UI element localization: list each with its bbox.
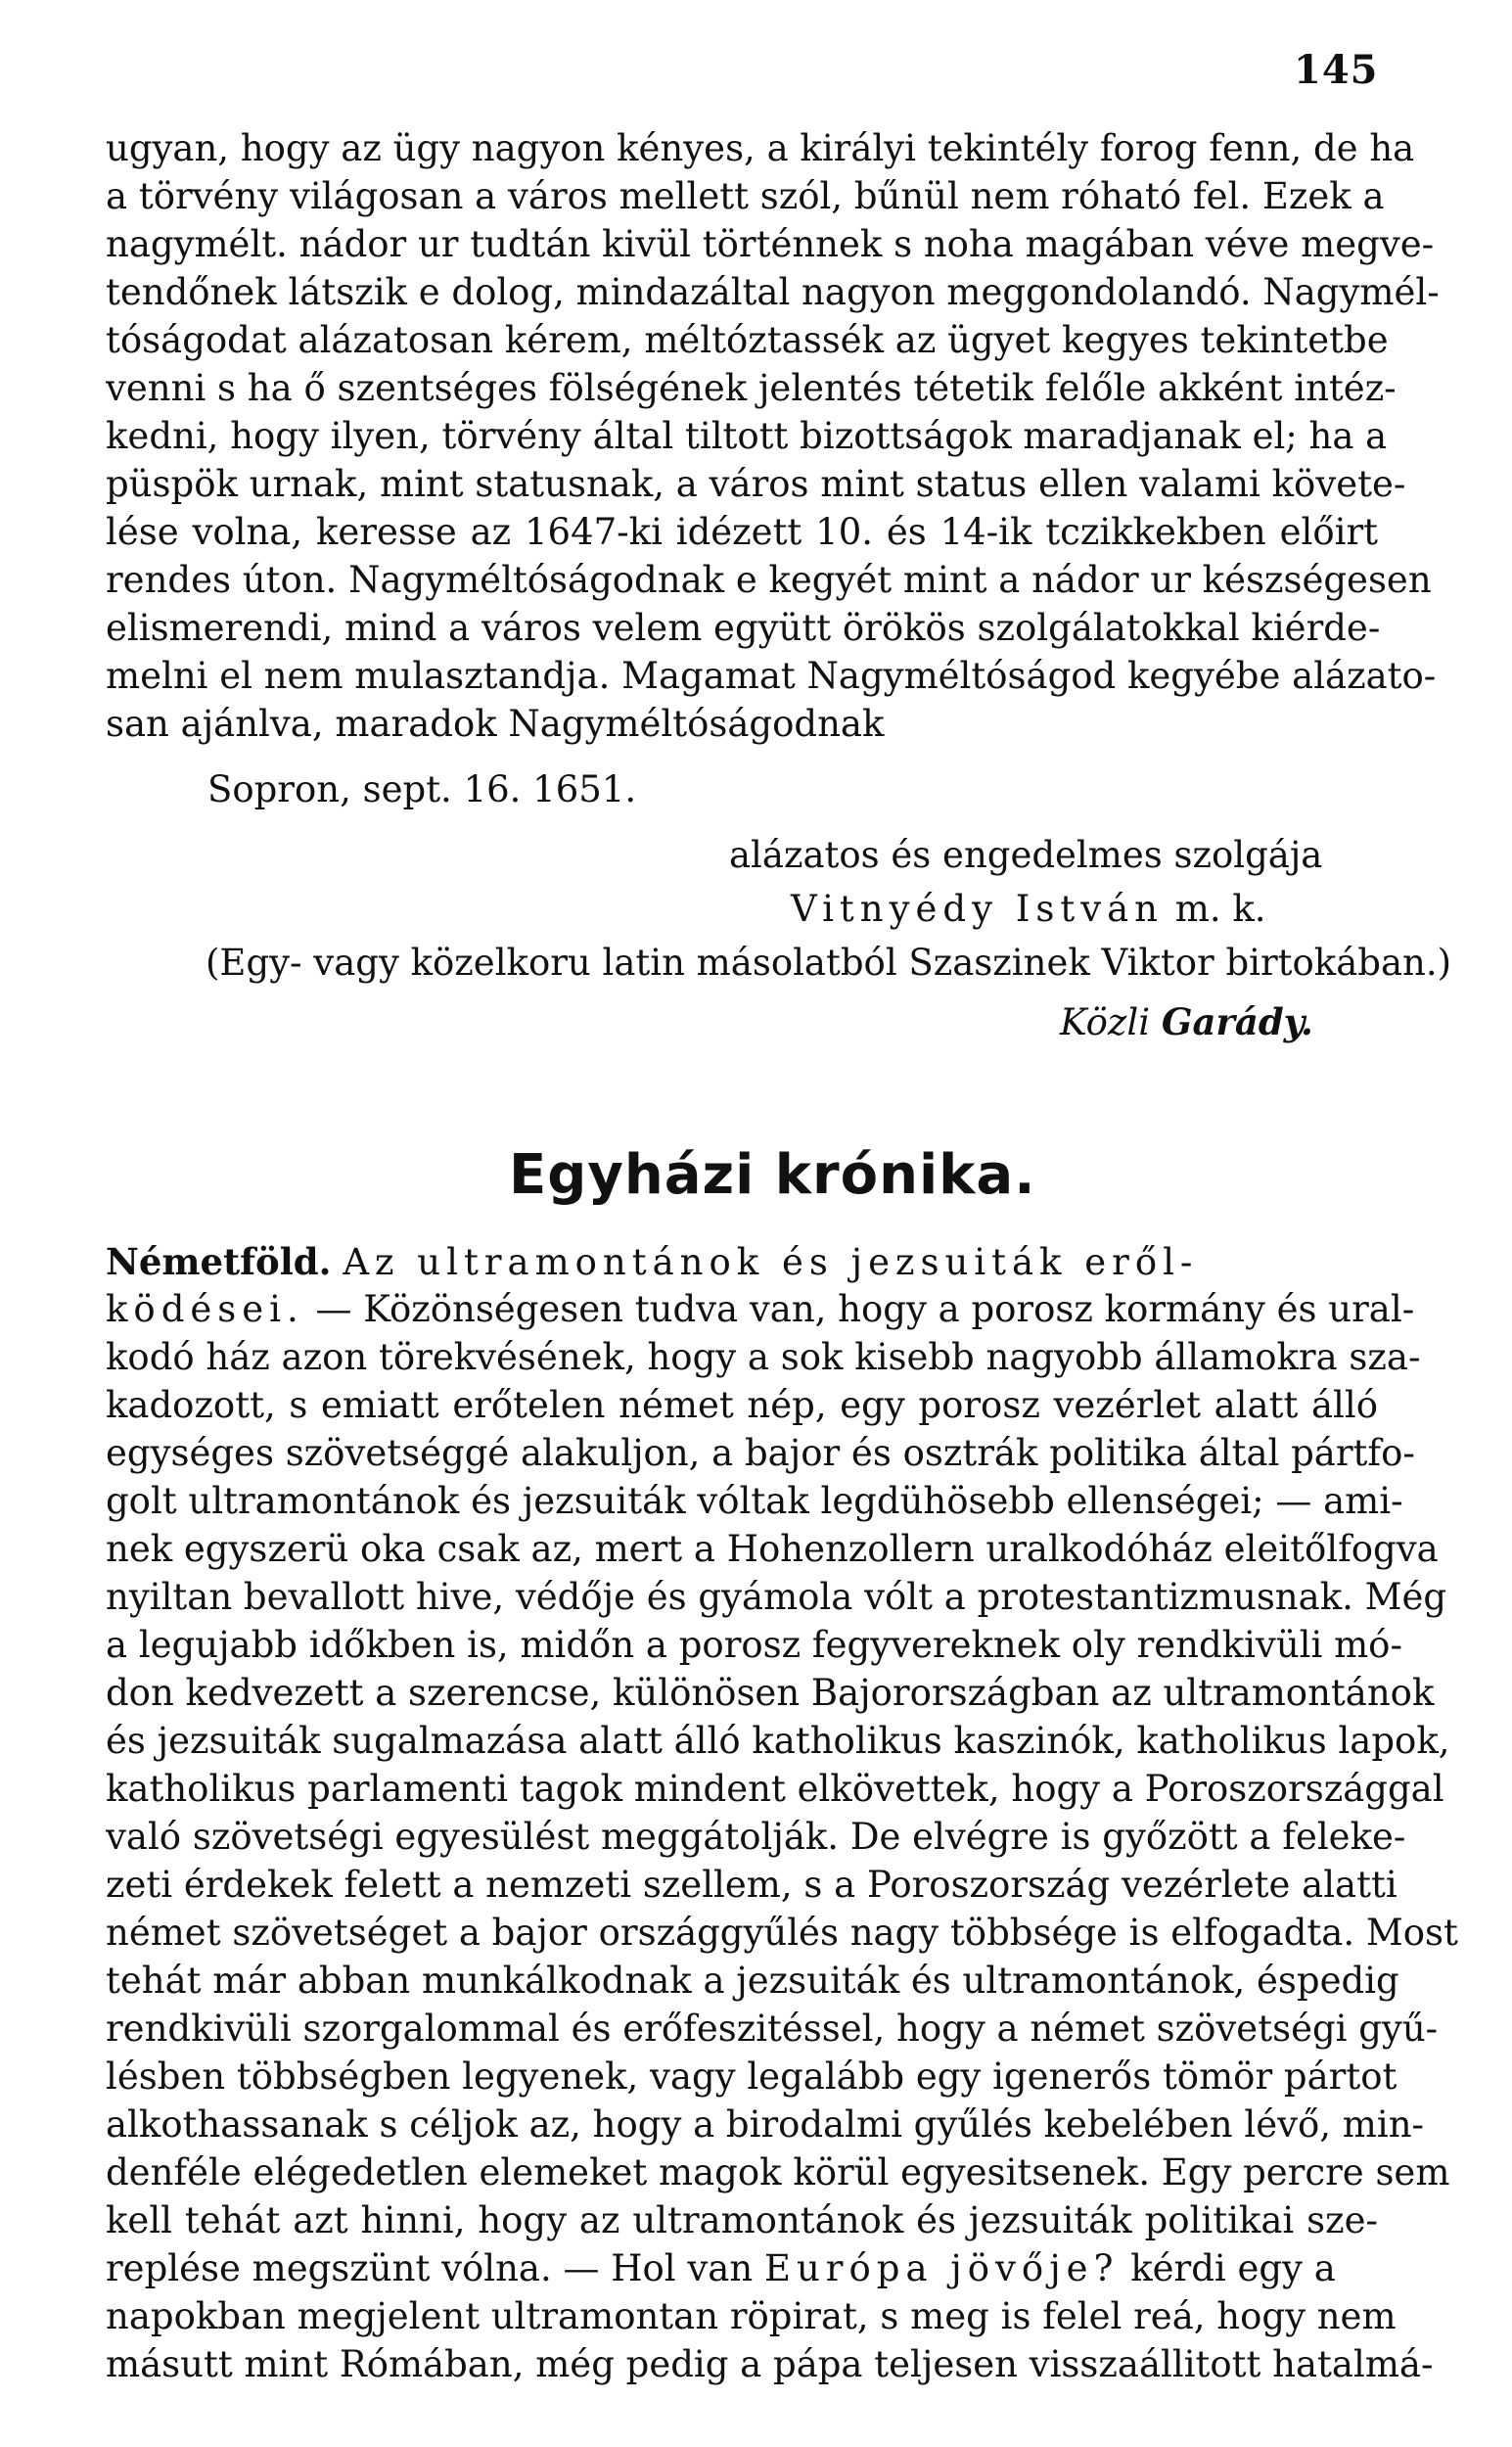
article-line: katholikus parlamenti tagok mindent elkövettek, hogy a Poroszországgal bbox=[106, 1768, 1444, 1810]
article-line: rendkivüli szorgalommal és erőfeszitéssel, hogy a német szövetségi gyű- bbox=[106, 2008, 1439, 2050]
article-line: való szövetségi egyesülést meggátolják. De elvégre is győzött a feleke- bbox=[106, 1816, 1406, 1858]
letter-line: püspök urnak, mint statusnak, a város mint status ellen valami követe- bbox=[106, 463, 1406, 505]
signature-name: Vitnyédy István bbox=[791, 888, 1165, 930]
article-line: kell tehát azt hinni, hogy az ultramontánok és jezsuiták politikai sze- bbox=[106, 2199, 1378, 2241]
page-number: 145 bbox=[1294, 47, 1379, 93]
article-text: replése megszünt vólna. — Hol van bbox=[106, 2247, 754, 2289]
article-line: don kedvezett a szerencse, különösen Bajorországban az ultramontánok bbox=[106, 1672, 1435, 1714]
letter-line: san ajánlva, maradok Nagyméltóságodnak bbox=[106, 703, 885, 745]
letter-line: rendes úton. Nagyméltóságodnak e kegyét mint a nádor ur készségesen bbox=[106, 559, 1432, 601]
article-line: zeti érdekek felett a nemzeti szellem, s a Poroszország vezérlete alatti bbox=[106, 1864, 1397, 1906]
article-line: lésben többségben legyenek, vagy legalább egy igenerős tömör pártot bbox=[106, 2055, 1397, 2098]
article-line: nyiltan bevallott hive, védője és gyámola vólt a protestantizmusnak. Még bbox=[106, 1576, 1447, 1618]
article-first-line bbox=[106, 1238, 1378, 1286]
letter-line: kedni, hogy ilyen, törvény által tiltott bizottságok maradjanak el; ha a bbox=[106, 415, 1388, 457]
communicated-label: Közli bbox=[1060, 1001, 1151, 1043]
letter-line: venni s ha ő szentséges fölségének jelentés tétetik felőle akként intéz- bbox=[106, 367, 1397, 409]
source-note: (Egy- vagy közelkoru latin másolatból Szaszinek Viktor birtokában.) bbox=[206, 942, 1452, 984]
letter-line: tendőnek látszik e dolog, mindazáltal nagyon meggondolandó. Nagymél- bbox=[106, 271, 1440, 313]
letter-line: ugyan, hogy az ügy nagyon kényes, a királyi tekintély forog fenn, de ha bbox=[106, 127, 1415, 169]
signature bbox=[791, 886, 1512, 933]
article-subtitle: Az ultramontánok és jezsuiták eről- bbox=[343, 1241, 1199, 1283]
article-line: egységes szövetséggé alakuljon, a bajor és osztrák politika által pártfo- bbox=[106, 1432, 1415, 1474]
article-line: denféle elégedetlen elemeket magok körül egyesitsenek. Egy percre sem bbox=[106, 2151, 1450, 2193]
article-line: a legujabb időkben is, midőn a porosz fegyvereknek oly rendkivüli mó- bbox=[106, 1624, 1402, 1666]
letter-line: nagymélt. nádor ur tudtán kivül történnek s noha magában véve megve- bbox=[106, 223, 1435, 265]
letter-line: a törvény világosan a város mellett szól, bűnül nem róható fel. Ezek a bbox=[106, 175, 1385, 217]
place-date: Sopron, sept. 16. 1651. bbox=[207, 768, 637, 810]
letter-line: elismerendi, mind a város velem együtt örökös szolgálatokkal kiérde- bbox=[106, 607, 1381, 649]
article-line: és jezsuiták sugalmazása alatt álló katholikus kaszinók, katholikus lapok, bbox=[106, 1720, 1450, 1762]
article-line: kodó ház azon törekvésének, hogy a sok kisebb nagyobb államokra sza- bbox=[106, 1336, 1421, 1378]
article-line: másutt mint Rómában, még pedig a pápa teljesen visszaállitott hatalmá- bbox=[106, 2343, 1434, 2385]
article-subtitle-end: ködései. bbox=[106, 1288, 304, 1330]
article-line: golt ultramontánok és jezsuiták vóltak legdühösebb ellenségei; — ami- bbox=[106, 1480, 1403, 1522]
article-emphasis: Európa jövője? bbox=[763, 2247, 1120, 2289]
article-text: — Közönségesen tudva van, hogy a porosz kormány és ural- bbox=[315, 1288, 1415, 1330]
letter-line: lése volna, keresse az 1647-ki idézett 10. és 14-ik tczikkekben előirt bbox=[106, 511, 1378, 553]
article-text: kérdi egy a bbox=[1130, 2247, 1336, 2289]
article-line: tehát már abban munkálkodnak a jezsuiták és ultramontánok, éspedig bbox=[106, 1960, 1399, 2002]
closing-formula: alázatos és engedelmes szolgája bbox=[729, 834, 1323, 876]
article-second-line bbox=[106, 1286, 1415, 1333]
article-line: nek egyszerü oka csak az, mert a Hohenzollern uralkodóház eleitőlfogva bbox=[106, 1528, 1439, 1570]
article-line: alkothassanak s céljok az, hogy a birodalmi gyűlés kebelében lévő, min- bbox=[106, 2103, 1425, 2146]
article-line: kadozott, s emiatt erőtelen német nép, egy porosz vezérlet alatt álló bbox=[106, 1384, 1378, 1426]
article-country: Németföld. bbox=[106, 1240, 332, 1283]
section-title: Egyházi krónika. bbox=[509, 1143, 1036, 1207]
article-line-europa bbox=[106, 2245, 1378, 2292]
communicated-by bbox=[1060, 998, 1512, 1046]
letter-line: melni el nem mulasztandja. Magamat Nagyméltóságod kegyébe alázato- bbox=[106, 655, 1437, 697]
letter-line: tóságodat alázatosan kérem, méltóztassék az ügyet kegyes tekintetbe bbox=[106, 319, 1389, 361]
article-line: napokban megjelent ultramontan röpirat, s meg is felel reá, hogy nem bbox=[106, 2295, 1397, 2337]
signature-suffix: m. k. bbox=[1174, 888, 1266, 930]
article-line: német szövetséget a bajor országgyűlés nagy többsége is elfogadta. Most bbox=[106, 1912, 1458, 1954]
communicator-name: Garády. bbox=[1161, 1000, 1313, 1043]
